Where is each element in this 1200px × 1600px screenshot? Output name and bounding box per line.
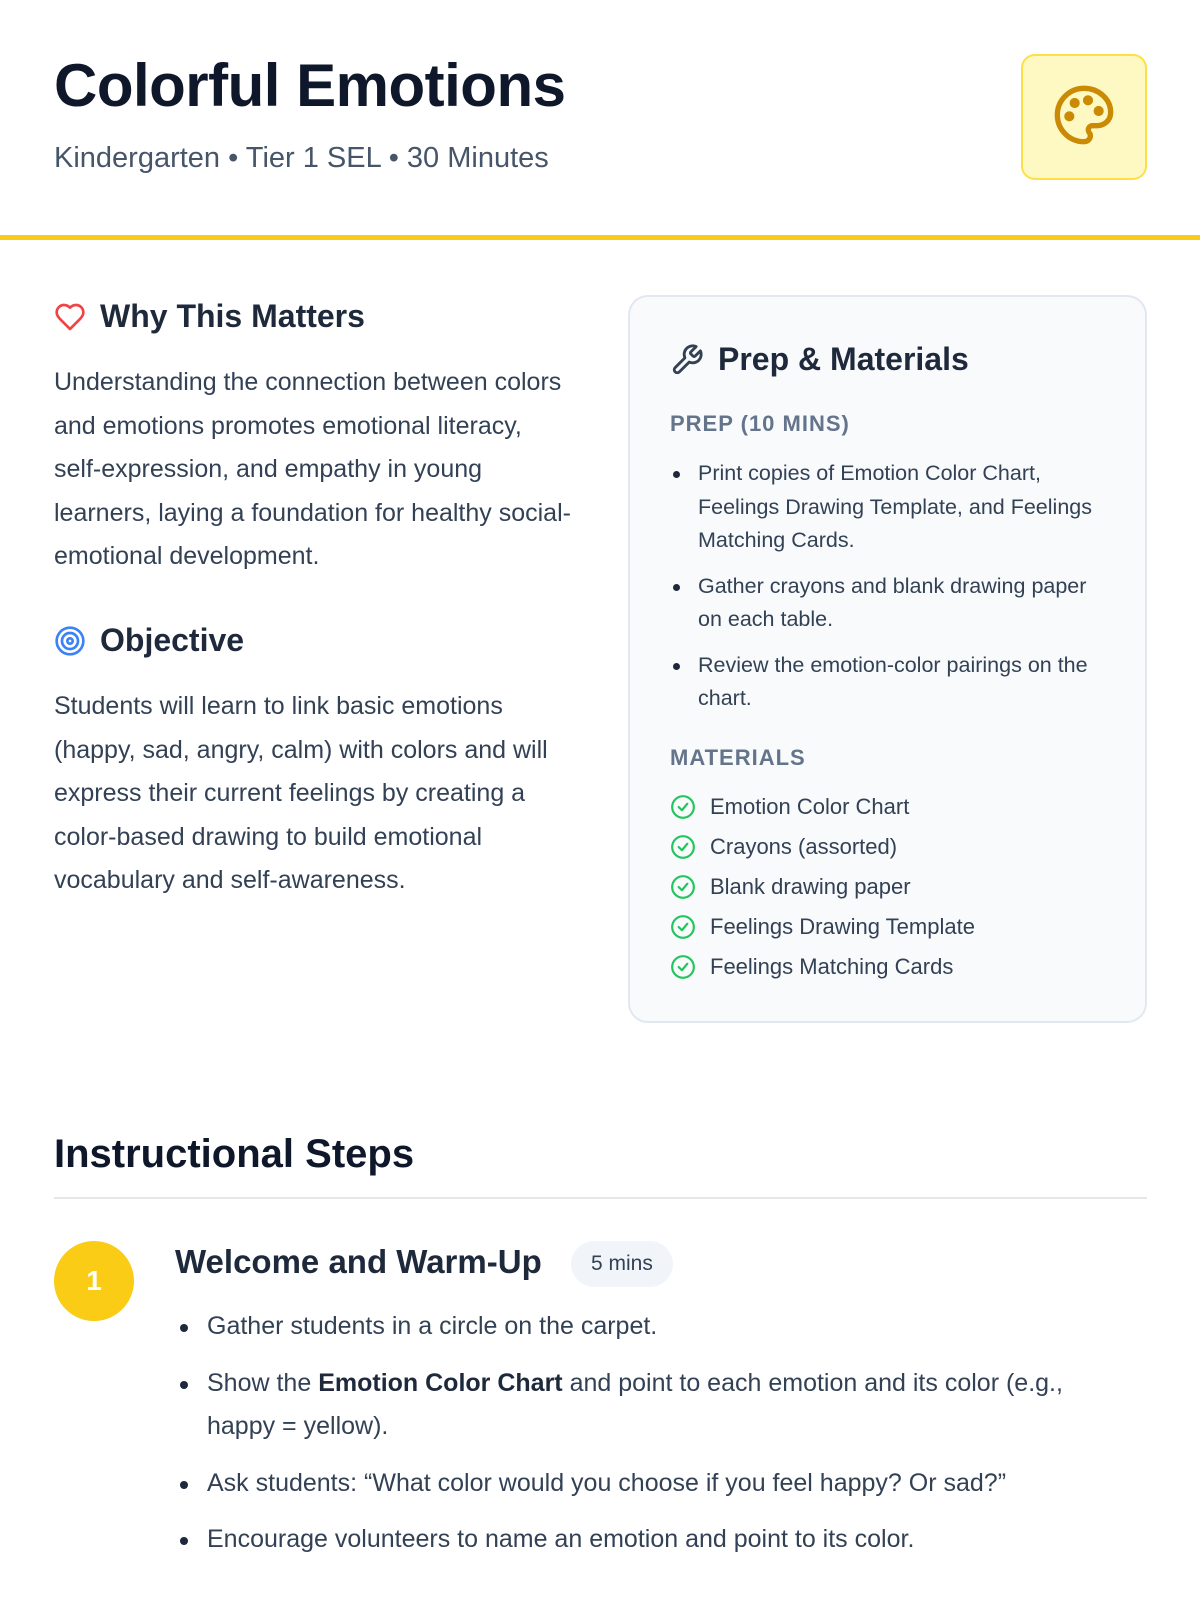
step-bullet-text-after: and point to each emotion and its color (e.g., happy = yellow).: [207, 1368, 1063, 1440]
target-icon: [54, 625, 86, 657]
material-item: [670, 947, 975, 987]
prep-label: PREP (10 MINS): [670, 411, 850, 436]
why-heading-row: [54, 298, 365, 335]
why-text: Understanding the connection between colors and emotions promotes emotional literacy, self-expression, and empathy in young learners, laying a foundation for healthy social-emotional development.: [54, 368, 571, 570]
check-circle-icon: [670, 914, 696, 940]
step-bullet-text: Encourage volunteers to name an emotion and point to its color.: [207, 1525, 915, 1553]
check-circle-icon: [670, 794, 696, 820]
check-circle-icon: [670, 874, 696, 900]
wrench-icon: [670, 343, 704, 377]
lesson-meta: Kindergarten • Tier 1 SEL • 30 Minutes: [54, 142, 549, 174]
step-bullet: [175, 1518, 1135, 1562]
prep-materials-card: [628, 295, 1147, 1023]
why-heading: Why This Matters: [100, 298, 365, 334]
objective-heading-row: [54, 622, 244, 659]
material-label: Emotion Color Chart: [710, 794, 910, 819]
material-item: [670, 827, 975, 867]
objective-text: Students will learn to link basic emotions (happy, sad, angry, calm) with colors and will express their current feelings by creating a color-based drawing to build emotional vocabulary and self-awareness.: [54, 692, 548, 894]
step-duration-badge: 5 mins: [571, 1241, 673, 1287]
page-title: Colorful Emotions: [54, 52, 566, 119]
step-bullet: [175, 1362, 1135, 1449]
prep-heading: Prep & Materials: [718, 341, 969, 377]
prep-list: [670, 457, 1110, 728]
material-item: [670, 787, 975, 827]
lesson-logo: [1021, 54, 1147, 180]
check-circle-icon: [670, 954, 696, 980]
step-number-badge: 1: [54, 1241, 134, 1321]
prep-item: Print copies of Emotion Color Chart, Feelings Drawing Template, and Feelings Matching Cards.: [670, 457, 1110, 558]
step-bullet-text: Ask students: “What color would you choose if you feel happy? Or sad?”: [207, 1468, 1007, 1497]
step-bullet-list: [175, 1305, 1135, 1575]
step-bullet: [175, 1305, 1135, 1349]
material-label: Blank drawing paper: [710, 874, 911, 899]
objective-heading: Objective: [100, 622, 245, 658]
prep-heading-row: [670, 341, 969, 378]
step-bullet-text: Gather students in a circle on the carpet.: [207, 1312, 658, 1340]
steps-heading: Instructional Steps: [54, 1132, 415, 1176]
material-label: Feelings Matching Cards: [710, 954, 954, 979]
heart-icon: [54, 301, 86, 333]
materials-label: MATERIALS: [670, 745, 806, 770]
step-title: Welcome and Warm-Up: [175, 1243, 542, 1280]
prep-item: Review the emotion-color pairings on the chart.: [670, 649, 1110, 716]
prep-item: Gather crayons and blank drawing paper on each table.: [670, 570, 1110, 637]
step-bullet: [175, 1462, 1135, 1506]
step-bullet-text: Show the: [207, 1368, 319, 1397]
material-label: Feelings Drawing Template: [710, 914, 975, 939]
material-label: Crayons (assorted): [710, 834, 898, 859]
materials-list: [670, 787, 975, 987]
material-item: [670, 867, 975, 907]
step-bullet-emphasis: Emotion Color Chart: [318, 1368, 563, 1397]
lesson-header: [0, 0, 1200, 240]
steps-divider: [54, 1197, 1147, 1199]
check-circle-icon: [670, 834, 696, 860]
palette-icon: [1052, 83, 1116, 152]
material-item: [670, 907, 975, 947]
